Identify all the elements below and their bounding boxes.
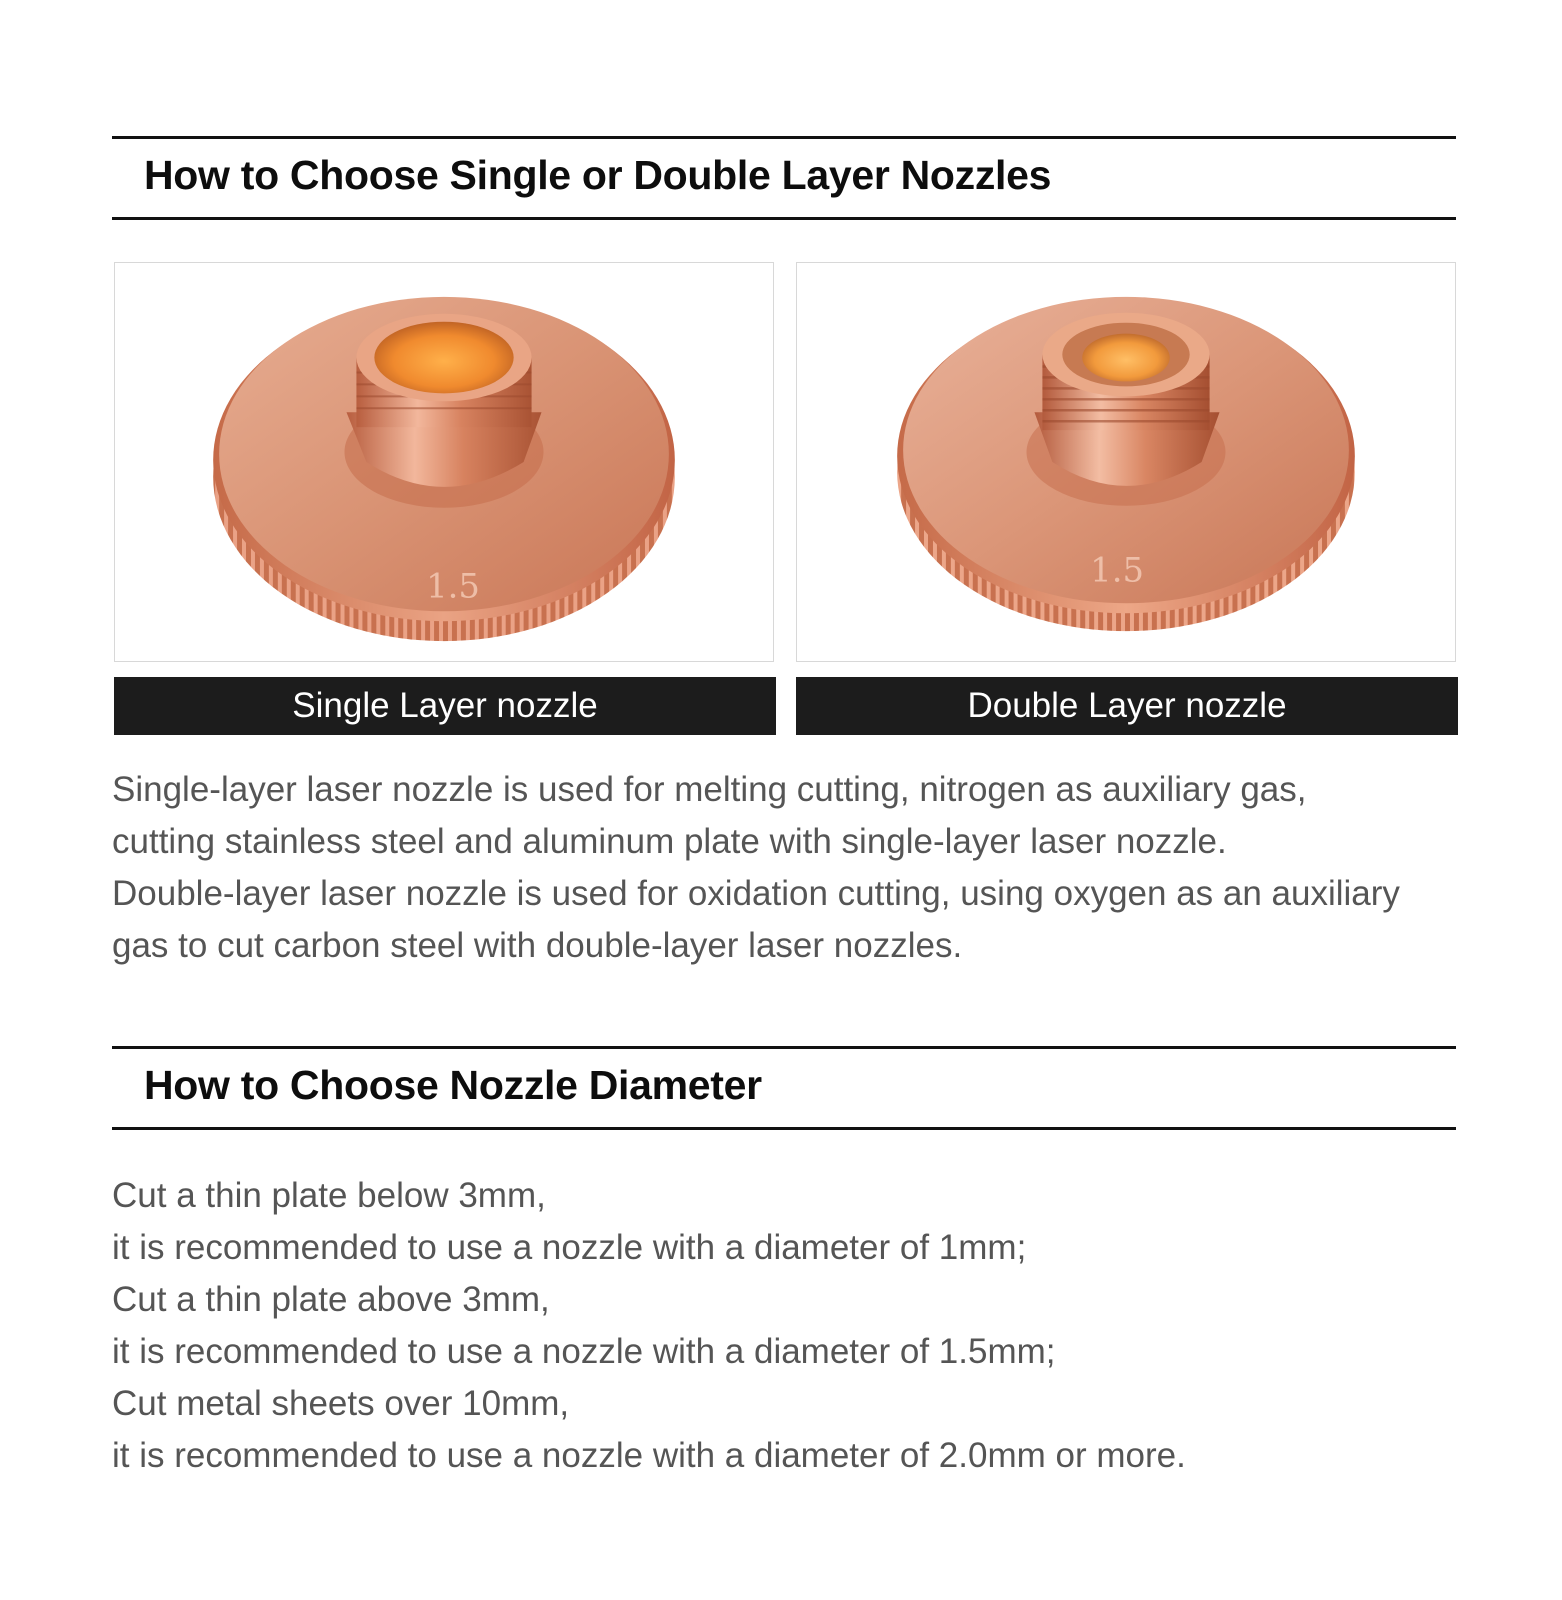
section2-line: Cut a thin plate above 3mm, (112, 1280, 550, 1319)
double-nozzle-engraving: 1.5 (1090, 550, 1144, 590)
single-layer-nozzle-image (114, 262, 774, 662)
section2-description (112, 1170, 1492, 1482)
section1-description (112, 764, 1492, 972)
section2-line: it is recommended to use a nozzle with a diameter of 2.0mm or more. (112, 1436, 1186, 1475)
section1-line: cutting stainless steel and aluminum plate with single-layer laser nozzle. (112, 822, 1227, 861)
section1-top-rule (112, 136, 1456, 139)
section1-title: How to Choose Single or Double Layer Nozzles (144, 152, 1052, 198)
section1-bottom-rule (112, 217, 1456, 220)
section2-line: Cut metal sheets over 10mm, (112, 1384, 570, 1423)
section1-line: Double-layer laser nozzle is used for oxidation cutting, using oxygen as an auxiliary (112, 874, 1400, 913)
section2-line: Cut a thin plate below 3mm, (112, 1176, 546, 1215)
single-nozzle-engraving: 1.5 (426, 566, 480, 606)
section2-title: How to Choose Nozzle Diameter (144, 1062, 762, 1108)
section2-line: it is recommended to use a nozzle with a diameter of 1.5mm; (112, 1332, 1056, 1371)
section2-top-rule (112, 1046, 1456, 1049)
section1-line: Single-layer laser nozzle is used for melting cutting, nitrogen as auxiliary gas, (112, 770, 1307, 809)
double-layer-caption: Double Layer nozzle (796, 677, 1458, 735)
double-layer-nozzle-image (796, 262, 1456, 662)
single-layer-caption: Single Layer nozzle (114, 677, 776, 735)
section1-line: gas to cut carbon steel with double-layer laser nozzles. (112, 926, 963, 965)
section2-line: it is recommended to use a nozzle with a diameter of 1mm; (112, 1228, 1027, 1267)
section2-bottom-rule (112, 1127, 1456, 1130)
